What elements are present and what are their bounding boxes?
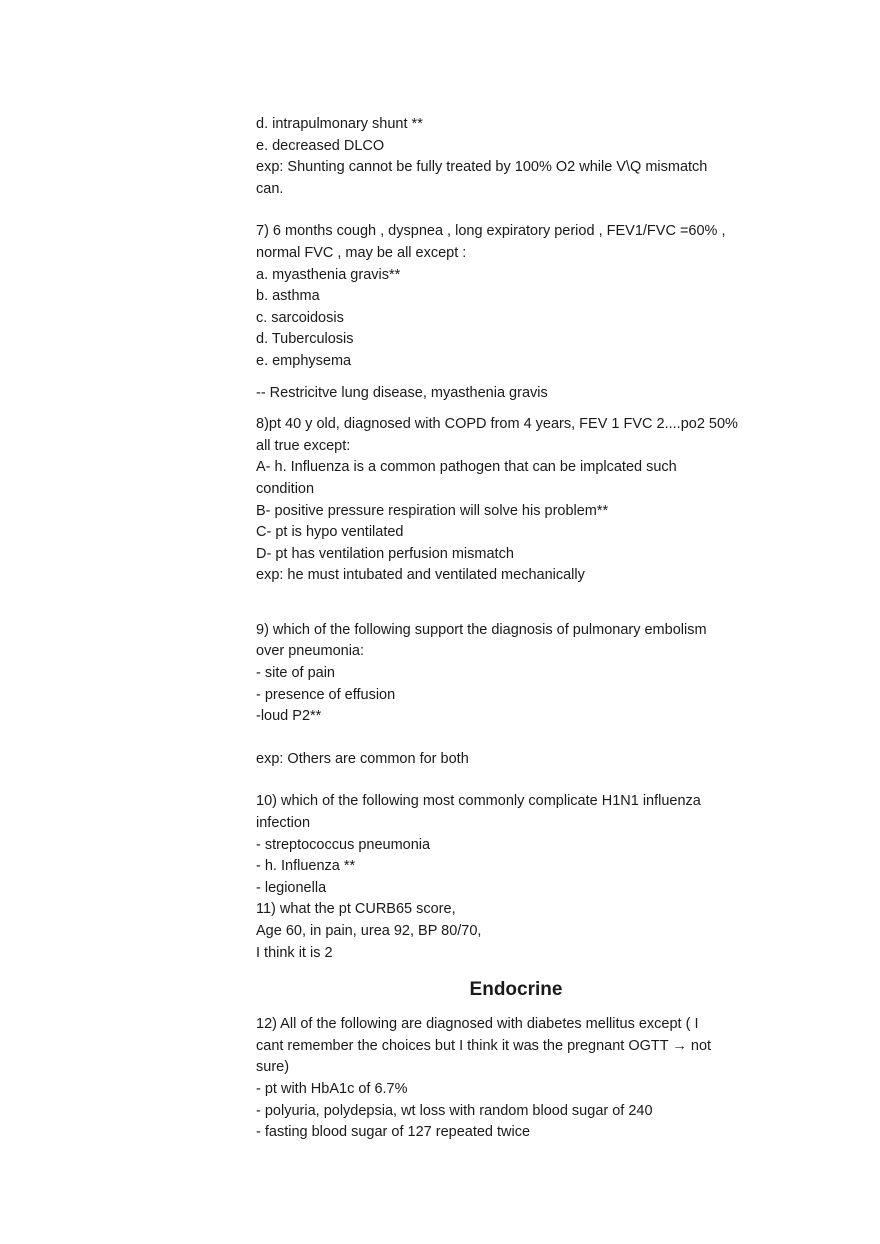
question-9	[256, 620, 776, 771]
question-text: 10) which of the following most commonly complicate H1N1 influenza	[256, 793, 701, 810]
answer-option: - h. Influenza **	[256, 858, 356, 875]
answer-option: - site of pain	[256, 665, 335, 682]
question-text: sure)	[256, 1059, 290, 1076]
explanation-note: exp: he must intubated and ventilated mechanically	[256, 567, 585, 584]
answer-option: -loud P2**	[256, 708, 322, 725]
question-10-11	[256, 791, 776, 964]
answer-option: e. emphysema	[256, 352, 352, 369]
question-text: Age 60, in pain, urea 92, BP 80/70,	[256, 923, 482, 939]
answer-note: I think it is 2	[256, 944, 333, 961]
question-text: normal FVC , may be all except :	[256, 244, 467, 261]
question-text: 7) 6 months cough , dyspnea , long expiratory period , FEV1/FVC =60% ,	[256, 223, 726, 240]
question-text: 9) which of the following support the diagnosis of pulmonary embolism	[256, 621, 707, 638]
question-text: over pneumonia:	[256, 643, 365, 660]
text-line: e. decreased DLCO	[256, 137, 385, 154]
answer-option: a. myasthenia gravis**	[256, 266, 401, 283]
question-text: infection	[256, 815, 311, 832]
answer-option: condition	[256, 480, 315, 497]
question-text: 11) what the pt CURB65 score,	[256, 901, 456, 918]
answer-option: B- positive pressure respiration will solve his problem**	[256, 502, 609, 519]
answer-option: D- pt has ventilation perfusion mismatch	[256, 545, 514, 562]
question-text: 8)pt 40 y old, diagnosed with COPD from 4 years, FEV 1 FVC 2....po2 50%	[256, 416, 738, 433]
answer-option: C- pt is hypo ventilated	[256, 524, 404, 541]
document-body	[256, 114, 776, 1144]
question-12	[256, 1014, 776, 1144]
text-line: exp: Shunting cannot be fully treated by 100% O2 while V\Q mismatch	[256, 159, 708, 176]
answer-option: - polyuria, polydepsia, wt loss with random blood sugar of 240	[256, 1102, 653, 1119]
answer-option: c. sarcoidosis	[256, 309, 344, 326]
answer-option: b. asthma	[256, 288, 320, 305]
question-text: cant remember the choices but I think it was the pregnant OGTT → not	[256, 1037, 712, 1054]
explanation-note: exp: Others are common for both	[256, 750, 469, 767]
answer-option: - fasting blood sugar of 127 repeated twice	[256, 1124, 531, 1141]
answer-option: - streptococcus pneumonia	[256, 836, 431, 853]
answer-option: A- h. Influenza is a common pathogen that can be implcated such	[256, 459, 677, 476]
answer-option: d. Tuberculosis	[256, 331, 354, 348]
section-heading: Endocrine	[469, 979, 563, 1001]
question-text: 12) All of the following are diagnosed with diabetes mellitus except ( I	[256, 1016, 699, 1033]
block-shunt	[256, 114, 776, 200]
question-7	[256, 221, 776, 404]
explanation-note: -- Restricitve lung disease, myasthenia gravis	[256, 384, 548, 401]
answer-option: - presence of effusion	[256, 686, 396, 703]
question-text: all true except:	[256, 437, 351, 454]
question-8	[256, 414, 776, 587]
answer-option: - pt with HbA1c of 6.7%	[256, 1080, 408, 1097]
answer-option: - legionella	[256, 879, 327, 896]
text-line: d. intrapulmonary shunt **	[256, 116, 423, 132]
text-line: can.	[256, 180, 284, 197]
